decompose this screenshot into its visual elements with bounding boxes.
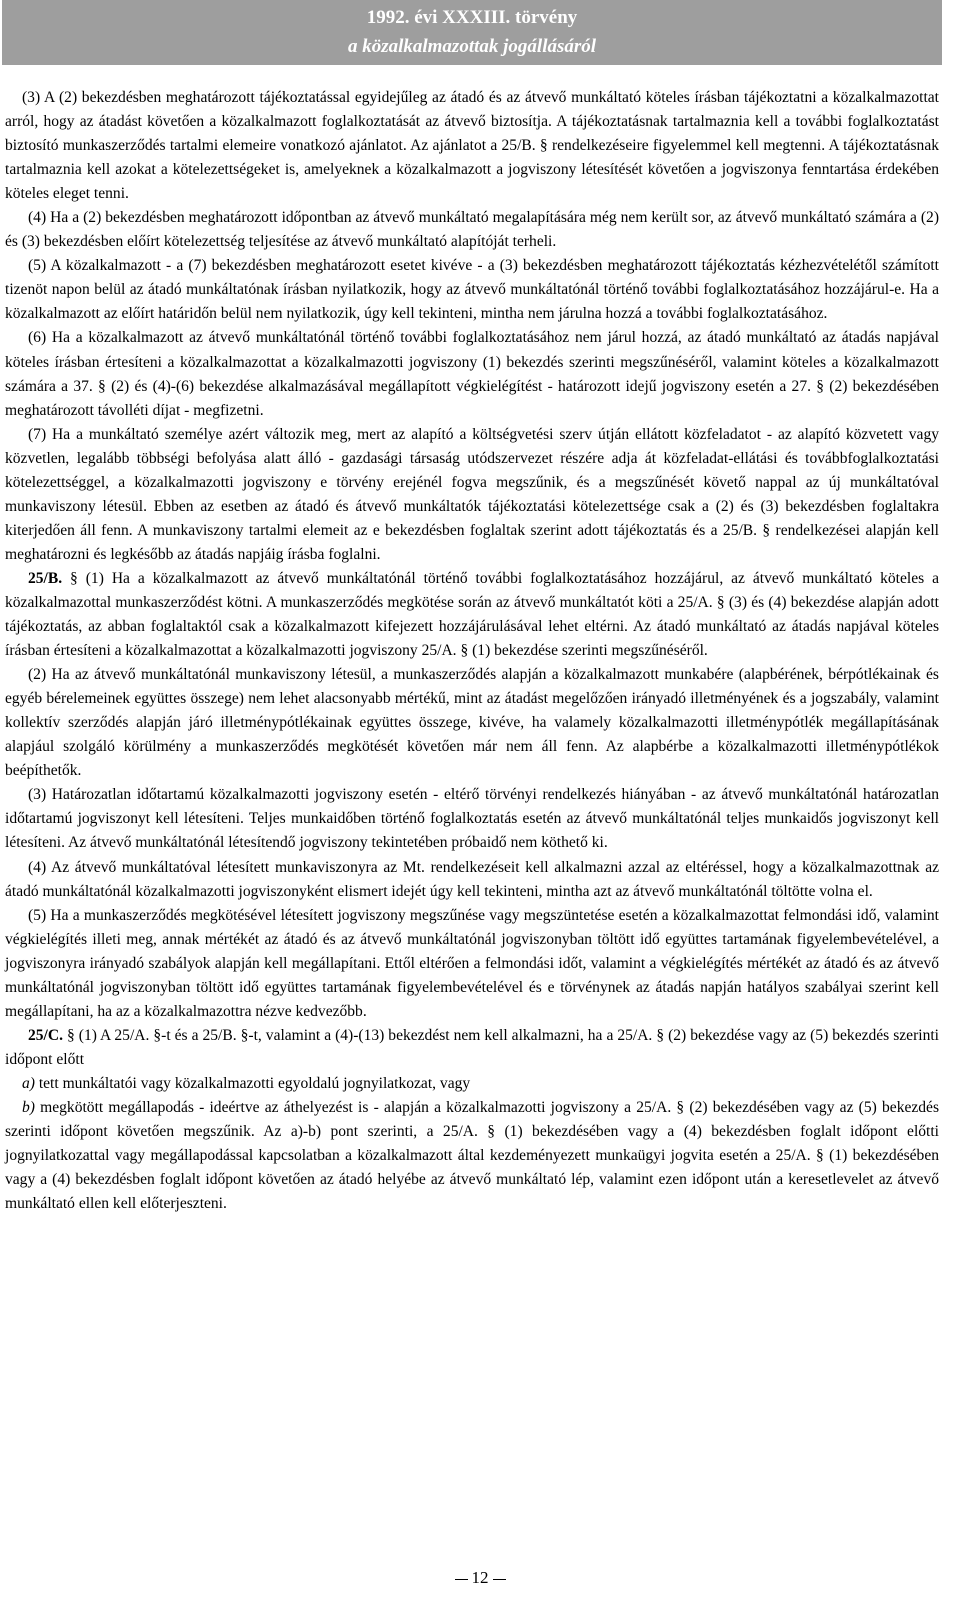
paragraph: (5) A közalkalmazott - a (7) bekezdésben meghatározott esetet kivéve - a (3) bekezdésben meghatározott tájékoztatás kézhezvételétől számított tizenöt napon belül az átadó munkáltatónak írásban nyilatkozik, hogy az átvevő munkáltatónál történő további foglalkoztatásához hozzájárul-e. Ha a közalkalmazott az előírt határidőn belül nem nyilatkozik, úgy kell tekinteni, mintha nem járulna hozzá a további foglalkoztatásához. <box>5 257 939 323</box>
paragraph: (3) Határozatlan időtartamú közalkalmazotti jogviszony esetén - eltérő törvényi rendelkezés hiányában - az átvevő munkáltatónál határozatlan időtartamú jogviszonyt kell létesíteni. Teljes munkaidőben történő foglalkoztatás esetén az átvevő munkáltatónál teljes munkaidős jogviszonyt kell létesíteni. Az átvevő munkáltatónál létesítendő jogviszony tekintetében próbaidő nem köthető ki. <box>5 786 939 852</box>
page-footer <box>0 1568 960 1588</box>
header-subtitle: a közalkalmazottak jogállásáról <box>347 36 597 57</box>
paragraph <box>5 1024 939 1072</box>
paragraph <box>5 567 939 663</box>
list-marker: a) <box>22 1074 35 1092</box>
paragraph: (5) Ha a munkaszerződés megkötésével létesített jogviszony megszűnése vagy megszüntetése esetén a közalkalmazottat felmondási idő, valamint végkielégítés illeti meg, annak mértékét az átadó és az átvevő munkáltatónál jogviszonyban töltött idő együttes tartamának figyelembevételével, a jogviszonyra irányadó szabályok alapján kell megállapítani. Ettől eltérően a felmondási időt, valamint a végkielégítés mértékét az átadó és az átvevő munkáltatónál jogviszonyban töltött idő együttes tartamának figyelembevételével és e törvénynek az átadás napján hatályos szabályai szerint kell megállapítani, ha az a közalkalmazottra nézve kedvezőbb. <box>5 906 939 1020</box>
paragraph: (6) Ha a közalkalmazott az átvevő munkáltatónál történő további foglalkoztatásához nem járul hozzá, az átadó munkáltató az átadás napjával köteles írásban értesíteni a közalkalmazottat a közalkalmazotti jogviszony (1) bekezdés szerinti megszűnéséről, valamint köteles a közalkalmazott számára a 37. § (2) és (4)-(6) bekezdése alkalmazásával megállapított végkielégítést - határozott idejű jogviszony esetén a 27. § (2) bekezdésében meghatározott távolléti díjat - megfizetni. <box>5 329 939 419</box>
dash-right <box>493 1579 506 1580</box>
page-number: 12 <box>471 1568 489 1587</box>
document-body <box>5 86 939 1216</box>
section-number: 25/C. <box>28 1026 63 1044</box>
header-title: 1992. évi XXXIII. törvény <box>366 7 578 28</box>
paragraph: (4) Ha a (2) bekezdésben meghatározott időpontban az átvevő munkáltató megalapítására még nem került sor, az átvevő munkáltató számára a (2) és (3) bekezdésben előírt kötelezettség teljesítése az átvevő munkáltató alapítóját terheli. <box>5 209 939 251</box>
paragraph: (7) Ha a munkáltató személye azért változik meg, mert az alapító a költségvetési szerv útján ellátott közfeladatot - az alapító közvetett vagy közvetlen, legalább többségi befolyása alatt álló - gazdasági társaság utódszervezet részére adja át közfeladat-ellátási és továbbfoglalkoztatási kötelezettséggel, a közalkalmazotti jogviszony e törvény erejénél fogva megszűnik, és a megszűnését követő nappal az új munkáltatóval munkaviszony létesül. Ebben az esetben az átadó és átvevő munkáltatók tájékoztatási kötelezettsége csak a (2) és (3) bekezdésben foglaltakra kiterjedően áll fenn. A munkaviszony tartalmi elemeit az e bekezdésben foglaltak szerint adott tájékoztatás és a 25/B. § rendelkezései alapján kell meghatározni és legkésőbb az átadás napjáig írásba foglalni. <box>5 425 939 563</box>
list-marker: b) <box>22 1098 35 1116</box>
list-item-text: tett munkáltatói vagy közalkalmazotti egyoldalú jognyilatkozat, vagy <box>34 1074 471 1092</box>
list-item <box>5 1072 939 1096</box>
paragraph: (2) Ha az átvevő munkáltatónál munkaviszony létesül, a munkaszerződés alapján a közalkalmazott munkabére (alapbérének, bérpótlékainak és egyéb bérelemeinek együttes összege) nem lehet alacsonyabb mértékű, mint az átadást megelőzően irányadó illetményének és a jogszabály, valamint kollektív szerződés alapján járó illetménypótlékainak együttes összege, kivéve, ha valamely közalkalmazotti illetménypótlék megállapításának alapjául szolgáló körülmény a munkaszerződés megkötését követően már nem áll fenn. Az alapbérbe a közalkalmazotti illetménypótlékok beépíthetők. <box>5 666 939 780</box>
document-header <box>2 0 942 65</box>
section-number: 25/B. <box>28 569 63 587</box>
dash-left <box>455 1579 468 1580</box>
list-item-text: megkötött megállapodás - ideértve az áthelyezést is - alapján a közalkalmazotti jogviszony a 25/A. § (2) bekezdésében vagy az (5) bekezdés szerinti időpont követően megszűnik. Az a)-b) pont szerinti, a 25/A. § (1) bekezdésében vagy a (4) bekezdésben foglalt időpont előtti jognyilatkozattal vagy megállapodással kapcsolatban a közalkalmazott által kezdeményezett munkaügyi jogvita esetén a 25/A. § (1) bekezdésében vagy a (4) bekezdésben foglalt időpont követően az átadó helyébe az átvevő munkáltató lép, valamint ezen időpont után a keresetlevelet az átvevő munkáltató ellen kell előterjeszteni. <box>5 1098 939 1213</box>
paragraph: (3) A (2) bekezdésben meghatározott tájékoztatással egyidejűleg az átadó és az átvevő munkáltató köteles írásban tájékoztatni a közalkalmazottat arról, hogy az átadást követően a közalkalmazott foglalkoztatását az átvevő biztosítja. A tájékoztatásnak tartalmaznia kell a további foglalkoztatást biztosító munkaszerződés tartalmi elemeire vonatkozó ajánlatot. Az ajánlatot a 25/B. § rendelkezéseire figyelemmel kell megtenni. A tájékoztatásnak tartalmaznia kell azokat a kötelezettségeket is, amelyeknek a közalkalmazott a jogviszony létesítését követően a jogviszonya fenntartása érdekében köteles eleget tenni. <box>5 89 939 203</box>
paragraph-text: § (1) Ha a közalkalmazott az átvevő munkáltatónál történő további foglalkoztatásához hozzájárul, az átvevő munkáltató köteles a közalkalmazottal munkaszerződést kötni. A munkaszerződés megkötése során az átvevő munkáltatót köti a 25/A. § (3) és (4) bekezdése alapján adott tájékoztatás, az abban foglaltaktól csak a közalkalmazott kifejezett hozzájárulásával lehet eltérni. Az átadó munkáltató az átadás napjával köteles írásban értesíteni a közalkalmazottat a közalkalmazotti jogviszony 25/A. § (1) bekezdése szerinti megszűnéséről. <box>5 569 939 660</box>
paragraph-text: § (1) A 25/A. §-t és a 25/B. §-t, valamint a (4)-(13) bekezdést nem kell alkalmazni, ha a 25/A. § (2) bekezdése vagy az (5) bekezdés szerinti időpont előtt <box>5 1026 939 1068</box>
paragraph: (4) Az átvevő munkáltatóval létesített munkaviszonyra az Mt. rendelkezéseit kell alkalmazni azzal az eltéréssel, hogy a közalkalmazottnak az átadó munkáltatónál közalkalmazotti jogviszonyként elismert idejét úgy kell tekinteni, mintha azt az átvevő munkáltatónál töltötte volna el. <box>5 858 939 900</box>
list-item <box>5 1096 939 1216</box>
